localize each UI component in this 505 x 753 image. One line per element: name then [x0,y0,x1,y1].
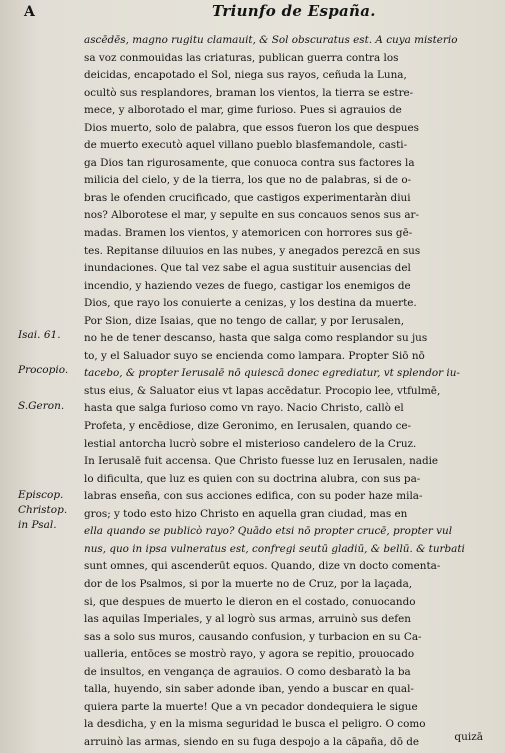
text-line: de insultos, en vengança de agrauios. O como desbaratò la ba [84,665,411,678]
text-line: quiera parte la muerte! Que a vn pecador dondequiera le sigue [84,700,418,713]
text-line: bras le ofenden crucificado, que castigos experimentaràn diui [84,191,411,204]
text-line: hasta que salga furioso como vn rayo. Nacio Christo, callò el [84,402,404,415]
body-text [84,32,488,751]
text-line: nos? Alborotese el mar, y sepulte en sus concauos senos sus ar- [84,209,419,222]
text-line: ocultò sus resplandores, braman los vientos, la tierra se estre- [84,86,414,99]
text-line: dor de los Psalmos, si por la muerte no de Cruz, por la laçada, [84,577,413,590]
text-line: nus, quo in ipsa vulneratus est, confregi seutū gladiū, & bellū. & turbati [84,542,465,555]
margin-note: in Psal. [18,519,57,531]
text-line: ga Dios tan rigurosamente, que conuoca contra sus factores la [84,156,415,169]
margin-note: Isai. 61. [18,329,61,341]
text-line: to, y el Saluador suyo se encienda como lampara. Propter Siō nō [84,349,425,362]
text-line: ualleria, entōces se mostrò rayo, y agora se repitio, prouocado [84,648,415,661]
text-line: sas a solo sus muros, causando confusion, y turbacion en su Ca- [84,630,422,643]
text-line: Dios, que rayo los conuierte a cenizas, y los destina da muerte. [84,297,417,310]
text-line: inundaciones. Que tal vez sabe el agua sustituir ausencias del [84,262,411,275]
text-line: si, que despues de muerto le dieron en el costado, conuocando [84,595,416,608]
catchword: quizā [454,731,483,743]
running-head: Triunfo de España. [212,2,376,20]
text-line: talla, huyendo, sin saber adonde iban, yendo a buscar en qual- [84,683,414,696]
text-line: ascēdēs, magno rugitu clamauit, & Sol obscuratus est. A cuya misterio [84,34,458,46]
text-line: deicidas, encapotado el Sol, niega sus rayos, ceñuda la Luna, [84,69,407,82]
text-line: stus eius, & Saluator eius vt lapas accēdatur. Procopio lee, vtfulmē, [84,384,441,397]
margin-note: Episcop. [18,489,64,501]
text-line: In Ierusalē fuit accensa. Que Christo fuesse luz en Ierusalen, nadie [84,455,439,468]
margin-note: Procopio. [18,364,69,376]
text-line: no he de tener descanso, hasta que salga como resplandor su jus [84,332,428,345]
text-line: arruinò las armas, siendo en su fuga despojo a la cāpaña, dō de [84,735,420,748]
text-line: labras enseña, con sus acciones edifica, con su poder haze mila- [84,490,423,503]
text-line: mece, y alborotado el mar, gime furioso. Pues si agrauios de [84,104,402,117]
text-line: tacebo, & propter Ierusalē nō quiescā donec egrediatur, vt splendor iu- [84,367,460,380]
page-signature: A [24,4,35,20]
text-line: Profeta, y encēdiose, dize Geronimo, en Ierusalen, quando ce- [84,420,412,433]
text-line: gros; y todo esto hizo Christo en aquella gran ciudad, mas en [84,507,408,520]
text-line: tes. Repitanse diluuios en las nubes, y anegados perezcā en sus [84,244,421,257]
margin-notes [0,0,82,753]
text-line: lo dificulta, que luz es quien con su doctrina alubra, con sus pa- [84,472,421,485]
text-line: la desdicha, y en la misma seguridad le busca el peligro. O como [84,718,426,731]
text-line: madas. Bramen los vientos, y atemoricen con horrores sus gē- [84,227,413,240]
text-line: de muerto executò aquel villano pueblo blasfemandole, casti- [84,139,408,152]
text-line: ella quando se publicò rayo? Quādo etsi nō propter crucē, propter vul [84,525,453,538]
text-line: lestial antorcha lucrò sobre el misterioso candelero de la Cruz. [84,437,417,450]
text-line: incendio, y haziendo vezes de fuego, castigar los enemigos de [84,279,411,292]
text-line: sa voz conmouidas las criaturas, publican guerra contra los [84,51,399,64]
text-line: sunt omnes, qui ascenderūt equos. Quando, dize vn docto comenta- [84,560,441,573]
text-line: Dios muerto, solo de palabra, que essos fueron los que despues [84,121,419,134]
text-line: las aquilas Imperiales, y al logrò sus armas, arruinò sus defen [84,613,411,626]
text-line: Por Sion, dize Isaias, que no tengo de callar, y por Ierusalen, [84,314,404,327]
margin-note: Christop. [18,504,68,516]
text-line: milicia del cielo, y de la tierra, los que no de palabras, si de o- [84,174,412,187]
margin-note: S.Geron. [18,400,65,412]
